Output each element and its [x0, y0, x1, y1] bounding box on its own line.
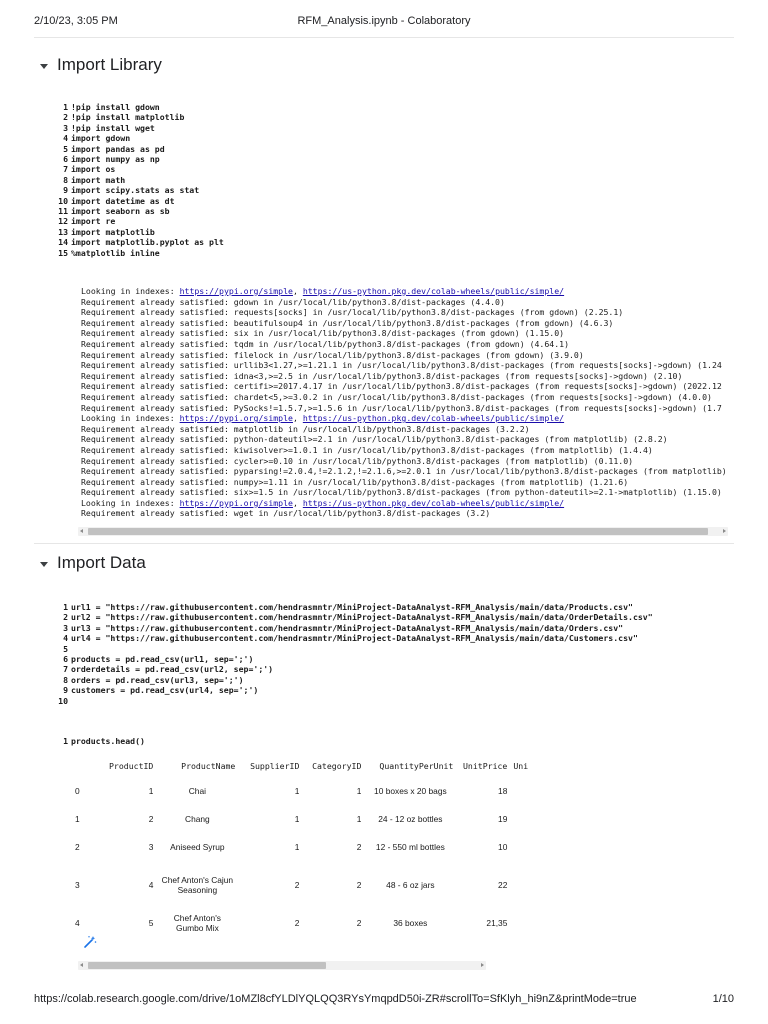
- output-line: [81, 318, 727, 329]
- code-line: [58, 248, 224, 258]
- output-text: Requirement already satisfied: idna<3,>=2.5 in /usr/local/lib/python3.8/dist-packages (from requests[socks]->gdown) (2.10): [81, 370, 683, 381]
- output-line: [81, 297, 727, 308]
- line-number: 10: [58, 695, 68, 706]
- code-line: [58, 644, 653, 654]
- table-cell: 2: [294, 880, 300, 890]
- collapse-caret-icon[interactable]: [40, 562, 48, 567]
- code-text: url1 = "https://raw.githubusercontent.com/hendrasmntr/MiniProject-DataAnalyst-RFM_Analysis/main/data/Products.csv": [71, 602, 633, 612]
- cell-1-output: [81, 286, 727, 520]
- line-number: 10: [58, 195, 68, 206]
- table-cell: 22: [498, 880, 508, 890]
- print-title: RFM_Analysis.ipynb - Colaboratory: [297, 15, 471, 27]
- code-text: orders = pd.read_csv(url3, sep=';'): [71, 674, 244, 685]
- code-text: import matplotlib.pyplot as plt: [71, 237, 224, 248]
- output-line: [81, 434, 727, 445]
- output-text: Requirement already satisfied: python-dateutil>=2.1 in /usr/local/lib/python3.8/dist-packages (from matplotlib) (2.8.2): [81, 434, 668, 445]
- output-text: Requirement already satisfied: PySocks!=1.5.7,>=1.5.6 in /usr/local/lib/python3.8/dist-packages (from requests[socks]->gdown) (1.7: [81, 402, 722, 413]
- code-line: [58, 206, 224, 216]
- pypi-link[interactable]: https://pypi.org/simple: [179, 286, 293, 296]
- output-text: Requirement already satisfied: tqdm in /usr/local/lib/python3.8/dist-packages (from gdown) (4.64.1): [81, 338, 569, 349]
- code-line: [58, 216, 224, 226]
- output-text: Requirement already satisfied: urllib3<1.27,>=1.21.1 in /usr/local/lib/python3.8/dist-packages (from requests[socks]->gdown) (1.24: [81, 360, 722, 371]
- table-row: [72, 776, 536, 806]
- line-number: 15: [58, 247, 68, 258]
- table-cell: 2: [148, 814, 154, 824]
- output-text: Requirement already satisfied: matplotlib in /usr/local/lib/python3.8/dist-packages (3.2.2): [81, 423, 530, 434]
- table-row: [72, 832, 536, 862]
- code-text: import gdown: [71, 133, 131, 144]
- code-text: %matplotlib inline: [71, 247, 160, 258]
- print-footer: [0, 993, 768, 1009]
- line-number: 1: [63, 736, 68, 746]
- output-text: Requirement already satisfied: requests[socks] in /usr/local/lib/python3.8/dist-packages (from gdown) (2.25.1): [81, 307, 624, 318]
- line-number: 6: [63, 154, 68, 165]
- line-number: 8: [63, 674, 68, 685]
- table-cell: Chang: [185, 814, 210, 824]
- row-index: 2: [75, 842, 80, 852]
- table-cell: 21,35: [486, 918, 508, 928]
- table-cell: 48 - 6 oz jars: [386, 880, 435, 890]
- code-line: [58, 133, 224, 143]
- code-text: !pip install gdown: [71, 102, 160, 112]
- code-line: [58, 185, 224, 195]
- output-text: ,: [292, 286, 303, 296]
- table-cell: 36 boxes: [393, 918, 428, 928]
- line-number: 4: [63, 133, 68, 144]
- output-text: Requirement already satisfied: cycler>=0.10 in /usr/local/lib/python3.8/dist-packages (from matplotlib) (0.11.0): [81, 455, 634, 466]
- output-line: [81, 403, 727, 414]
- output-line: [81, 339, 727, 350]
- scrollbar-thumb[interactable]: [88, 528, 708, 535]
- table-cell: [510, 862, 536, 908]
- table-cell: 4: [148, 880, 154, 890]
- output-line: [81, 328, 727, 339]
- table-cell: Chef Anton's Gumbo Mix: [173, 913, 221, 933]
- scroll-right-icon[interactable]: [481, 963, 484, 967]
- table-cell: 10: [498, 842, 508, 852]
- output-line: [81, 413, 727, 424]
- line-number: 6: [63, 654, 68, 665]
- code-text: !pip install wget: [71, 122, 155, 133]
- code-line: [58, 175, 224, 185]
- line-number: 1: [63, 102, 68, 112]
- table-cell: 2: [356, 918, 362, 928]
- output-line: [81, 360, 727, 371]
- output-text: Requirement already satisfied: six>=1.5 in /usr/local/lib/python3.8/dist-packages (from python-dateutil>=2.1->matplotlib) (1.15.0): [81, 487, 722, 498]
- code-text: orderdetails = pd.read_csv(url2, sep=';'): [71, 664, 274, 675]
- code-text: import re: [71, 216, 116, 227]
- code-line: [58, 154, 224, 164]
- code-text: import os: [71, 164, 116, 175]
- code-line: [58, 675, 653, 685]
- code-line: [58, 144, 224, 154]
- column-header: CategoryID: [312, 761, 362, 771]
- table-row: [72, 908, 536, 938]
- row-index: 3: [75, 880, 80, 890]
- code-text: import datetime as dt: [71, 195, 175, 206]
- line-number: 9: [63, 185, 68, 196]
- code-line: [58, 633, 653, 643]
- table-cell: 1: [294, 814, 300, 824]
- column-header: Uni: [513, 761, 529, 771]
- output-text: ,: [292, 413, 303, 424]
- code-text: !pip install matplotlib: [71, 112, 185, 123]
- line-number: 13: [58, 226, 68, 237]
- code-line: [58, 654, 653, 664]
- column-header: UnitPrice: [463, 761, 508, 771]
- output-text: Requirement already satisfied: wget in /usr/local/lib/python3.8/dist-packages (3.2): [81, 508, 491, 519]
- section-title: Import Data: [57, 553, 146, 572]
- table-header-row: [72, 756, 536, 776]
- output-line: [81, 508, 727, 519]
- column-header: ProductID: [109, 761, 154, 771]
- code-line: [58, 112, 224, 122]
- scroll-right-icon[interactable]: [723, 529, 726, 533]
- output-text: Requirement already satisfied: six in /usr/local/lib/python3.8/dist-packages (from gdown) (1.15.0): [81, 328, 565, 339]
- table-row: [72, 806, 536, 832]
- header-divider: [34, 37, 734, 38]
- code-line: [58, 696, 653, 706]
- table-cell: 1: [294, 786, 300, 796]
- code-text: products.head(): [71, 736, 145, 746]
- table-cell: 1: [148, 786, 154, 796]
- output-text: Requirement already satisfied: gdown in /usr/local/lib/python3.8/dist-packages (4.4.0): [81, 296, 505, 307]
- row-index: 1: [75, 814, 80, 824]
- magic-wand-icon[interactable]: [83, 935, 97, 949]
- table-cell: Aniseed Syrup: [170, 842, 225, 852]
- scrollbar-thumb[interactable]: [88, 962, 326, 969]
- print-url[interactable]: https://colab.research.google.com/drive/1oMZl8cfYLDlYQLQQ3RYsYmqpdD50i-ZR#scrollTo=SfKlyh_hi9nZ&printMode=true: [34, 993, 637, 1005]
- line-number: 7: [63, 664, 68, 675]
- code-text: import matplotlib: [71, 226, 155, 237]
- line-number: 12: [58, 216, 68, 227]
- column-header: QuantityPerUnit: [379, 761, 454, 771]
- scroll-left-icon[interactable]: [80, 529, 83, 533]
- dataframe-table: [72, 756, 536, 938]
- pypi-link[interactable]: https://pypi.org/simple: [179, 413, 293, 424]
- code-line: [58, 685, 653, 695]
- table-cell: 2: [356, 842, 362, 852]
- code-text: import seaborn as sb: [71, 206, 170, 217]
- code-cell-3[interactable]: [58, 736, 145, 746]
- table-row: [72, 862, 536, 908]
- section-divider: [34, 543, 734, 544]
- output-text: ,: [292, 497, 303, 508]
- output-text: Requirement already satisfied: filelock in /usr/local/lib/python3.8/dist-packages (from gdown) (3.9.0): [81, 349, 584, 360]
- line-number: 9: [63, 685, 68, 696]
- line-number: 4: [63, 633, 68, 644]
- code-line: [58, 664, 653, 674]
- table-cell: [510, 908, 536, 938]
- code-line: [58, 123, 224, 133]
- colab-wheels-link[interactable]: https://us-python.pkg.dev/colab-wheels/public/simple/: [302, 497, 565, 508]
- table-cell: 12 - 550 ml bottles: [375, 842, 445, 852]
- code-line: [58, 196, 224, 206]
- code-text: products = pd.read_csv(url1, sep=';'): [71, 654, 254, 665]
- table-cell: 10 boxes x 20 bags: [374, 786, 447, 796]
- code-text: import math: [71, 174, 126, 185]
- table-cell: 24 - 12 oz bottles: [378, 814, 443, 824]
- line-number: 2: [63, 612, 68, 623]
- table-cell: [510, 776, 536, 806]
- line-number: 1: [63, 602, 68, 612]
- output-text: Requirement already satisfied: chardet<5,>=3.0.2 in /usr/local/lib/python3.8/dist-packages (from requests[socks]->gdown) (4.0.0): [81, 391, 712, 402]
- column-header: SupplierID: [250, 761, 300, 771]
- code-text: import numpy as np: [71, 154, 160, 165]
- table-cell: [510, 832, 536, 862]
- code-line: [58, 164, 224, 174]
- code-text: url2 = "https://raw.githubusercontent.com/hendrasmntr/MiniProject-DataAnalyst-RFM_Analysis/main/data/OrderDetails.csv": [71, 612, 653, 623]
- line-number: 3: [63, 122, 68, 133]
- table-cell: Chai: [188, 786, 206, 796]
- code-cell-2[interactable]: [58, 602, 653, 706]
- section-title: Import Library: [57, 55, 162, 74]
- output-text: Requirement already satisfied: pyparsing!=2.0.4,!=2.1.2,!=2.1.6,>=2.0.1 in /usr/local/lib/python3.8/dist-packages (from matplotlib): [81, 466, 727, 477]
- row-index: 4: [75, 918, 80, 928]
- line-number: 3: [63, 622, 68, 633]
- table-horizontal-scrollbar[interactable]: [78, 961, 486, 970]
- output-line: [81, 487, 727, 498]
- section-import-library[interactable]: [40, 52, 162, 78]
- page-number: 1/10: [712, 993, 734, 1005]
- table-cell: [510, 806, 536, 832]
- line-number: 14: [58, 237, 68, 248]
- row-index: 0: [75, 786, 80, 796]
- output-line: [81, 350, 727, 361]
- line-number: 5: [63, 643, 68, 654]
- output-line: [81, 445, 727, 456]
- pypi-link[interactable]: https://pypi.org/simple: [179, 497, 293, 508]
- table-cell: 18: [498, 786, 508, 796]
- table-cell: 2: [356, 880, 362, 890]
- column-header: ProductName: [181, 761, 236, 771]
- code-line: [58, 102, 224, 112]
- code-text: customers = pd.read_csv(url4, sep=';'): [71, 685, 259, 696]
- output-text: Requirement already satisfied: beautifulsoup4 in /usr/local/lib/python3.8/dist-packages (from gdown) (4.6.3): [81, 317, 614, 328]
- output-line: [81, 466, 727, 477]
- table-cell: 1: [294, 842, 300, 852]
- output-text: Looking in indexes:: [81, 286, 180, 296]
- code-text: url4 = "https://raw.githubusercontent.com/hendrasmntr/MiniProject-DataAnalyst-RFM_Analysis/main/data/Customers.csv": [71, 633, 638, 644]
- print-header: [0, 15, 768, 31]
- column-header: [72, 756, 106, 776]
- table-cell: 1: [356, 786, 362, 796]
- output-line: [81, 381, 727, 392]
- line-number: 8: [63, 174, 68, 185]
- code-line: [58, 237, 224, 247]
- colab-wheels-link[interactable]: https://us-python.pkg.dev/colab-wheels/public/simple/: [302, 413, 565, 424]
- line-number: 11: [58, 206, 68, 217]
- output-text: Looking in indexes:: [81, 413, 180, 424]
- code-line: [58, 736, 145, 746]
- section-import-data[interactable]: [40, 550, 146, 576]
- output-line: [81, 307, 727, 318]
- table-cell: 3: [148, 842, 154, 852]
- code-line: [58, 602, 653, 612]
- code-line: [58, 612, 653, 622]
- output-line: [81, 286, 727, 297]
- output-text: Requirement already satisfied: certifi>=2017.4.17 in /usr/local/lib/python3.8/dist-packages (from requests[socks]->gdown) (2022.12: [81, 381, 722, 392]
- output-text: Looking in indexes:: [81, 497, 180, 508]
- table-cell: 5: [148, 918, 154, 928]
- output-line: [81, 498, 727, 509]
- print-date: 2/10/23, 3:05 PM: [34, 15, 118, 27]
- code-line: [58, 623, 653, 633]
- code-line: [58, 227, 224, 237]
- line-number: 7: [63, 164, 68, 175]
- line-number: 5: [63, 143, 68, 154]
- table-cell: 1: [356, 814, 362, 824]
- table-cell: Chef Anton's Cajun Seasoning: [161, 875, 234, 895]
- output-horizontal-scrollbar[interactable]: [78, 527, 728, 536]
- table-cell: 2: [294, 918, 300, 928]
- output-line: [81, 424, 727, 435]
- scroll-left-icon[interactable]: [80, 963, 83, 967]
- code-text: import scipy.stats as stat: [71, 185, 200, 196]
- colab-wheels-link[interactable]: https://us-python.pkg.dev/colab-wheels/public/simple/: [302, 286, 565, 296]
- collapse-caret-icon[interactable]: [40, 64, 48, 69]
- output-line: [81, 456, 727, 467]
- output-line: [81, 371, 727, 382]
- output-line: [81, 477, 727, 488]
- output-text: Requirement already satisfied: kiwisolver>=1.0.1 in /usr/local/lib/python3.8/dist-packages (from matplotlib) (1.4.4): [81, 444, 653, 455]
- table-cell: 19: [498, 814, 508, 824]
- code-text: url3 = "https://raw.githubusercontent.com/hendrasmntr/MiniProject-DataAnalyst-RFM_Analysis/main/data/Orders.csv": [71, 622, 624, 633]
- code-text: import pandas as pd: [71, 143, 165, 154]
- output-text: Requirement already satisfied: numpy>=1.11 in /usr/local/lib/python3.8/dist-packages (from matplotlib) (1.21.6): [81, 476, 629, 487]
- code-cell-1[interactable]: [58, 102, 224, 258]
- line-number: 2: [63, 112, 68, 123]
- output-line: [81, 392, 727, 403]
